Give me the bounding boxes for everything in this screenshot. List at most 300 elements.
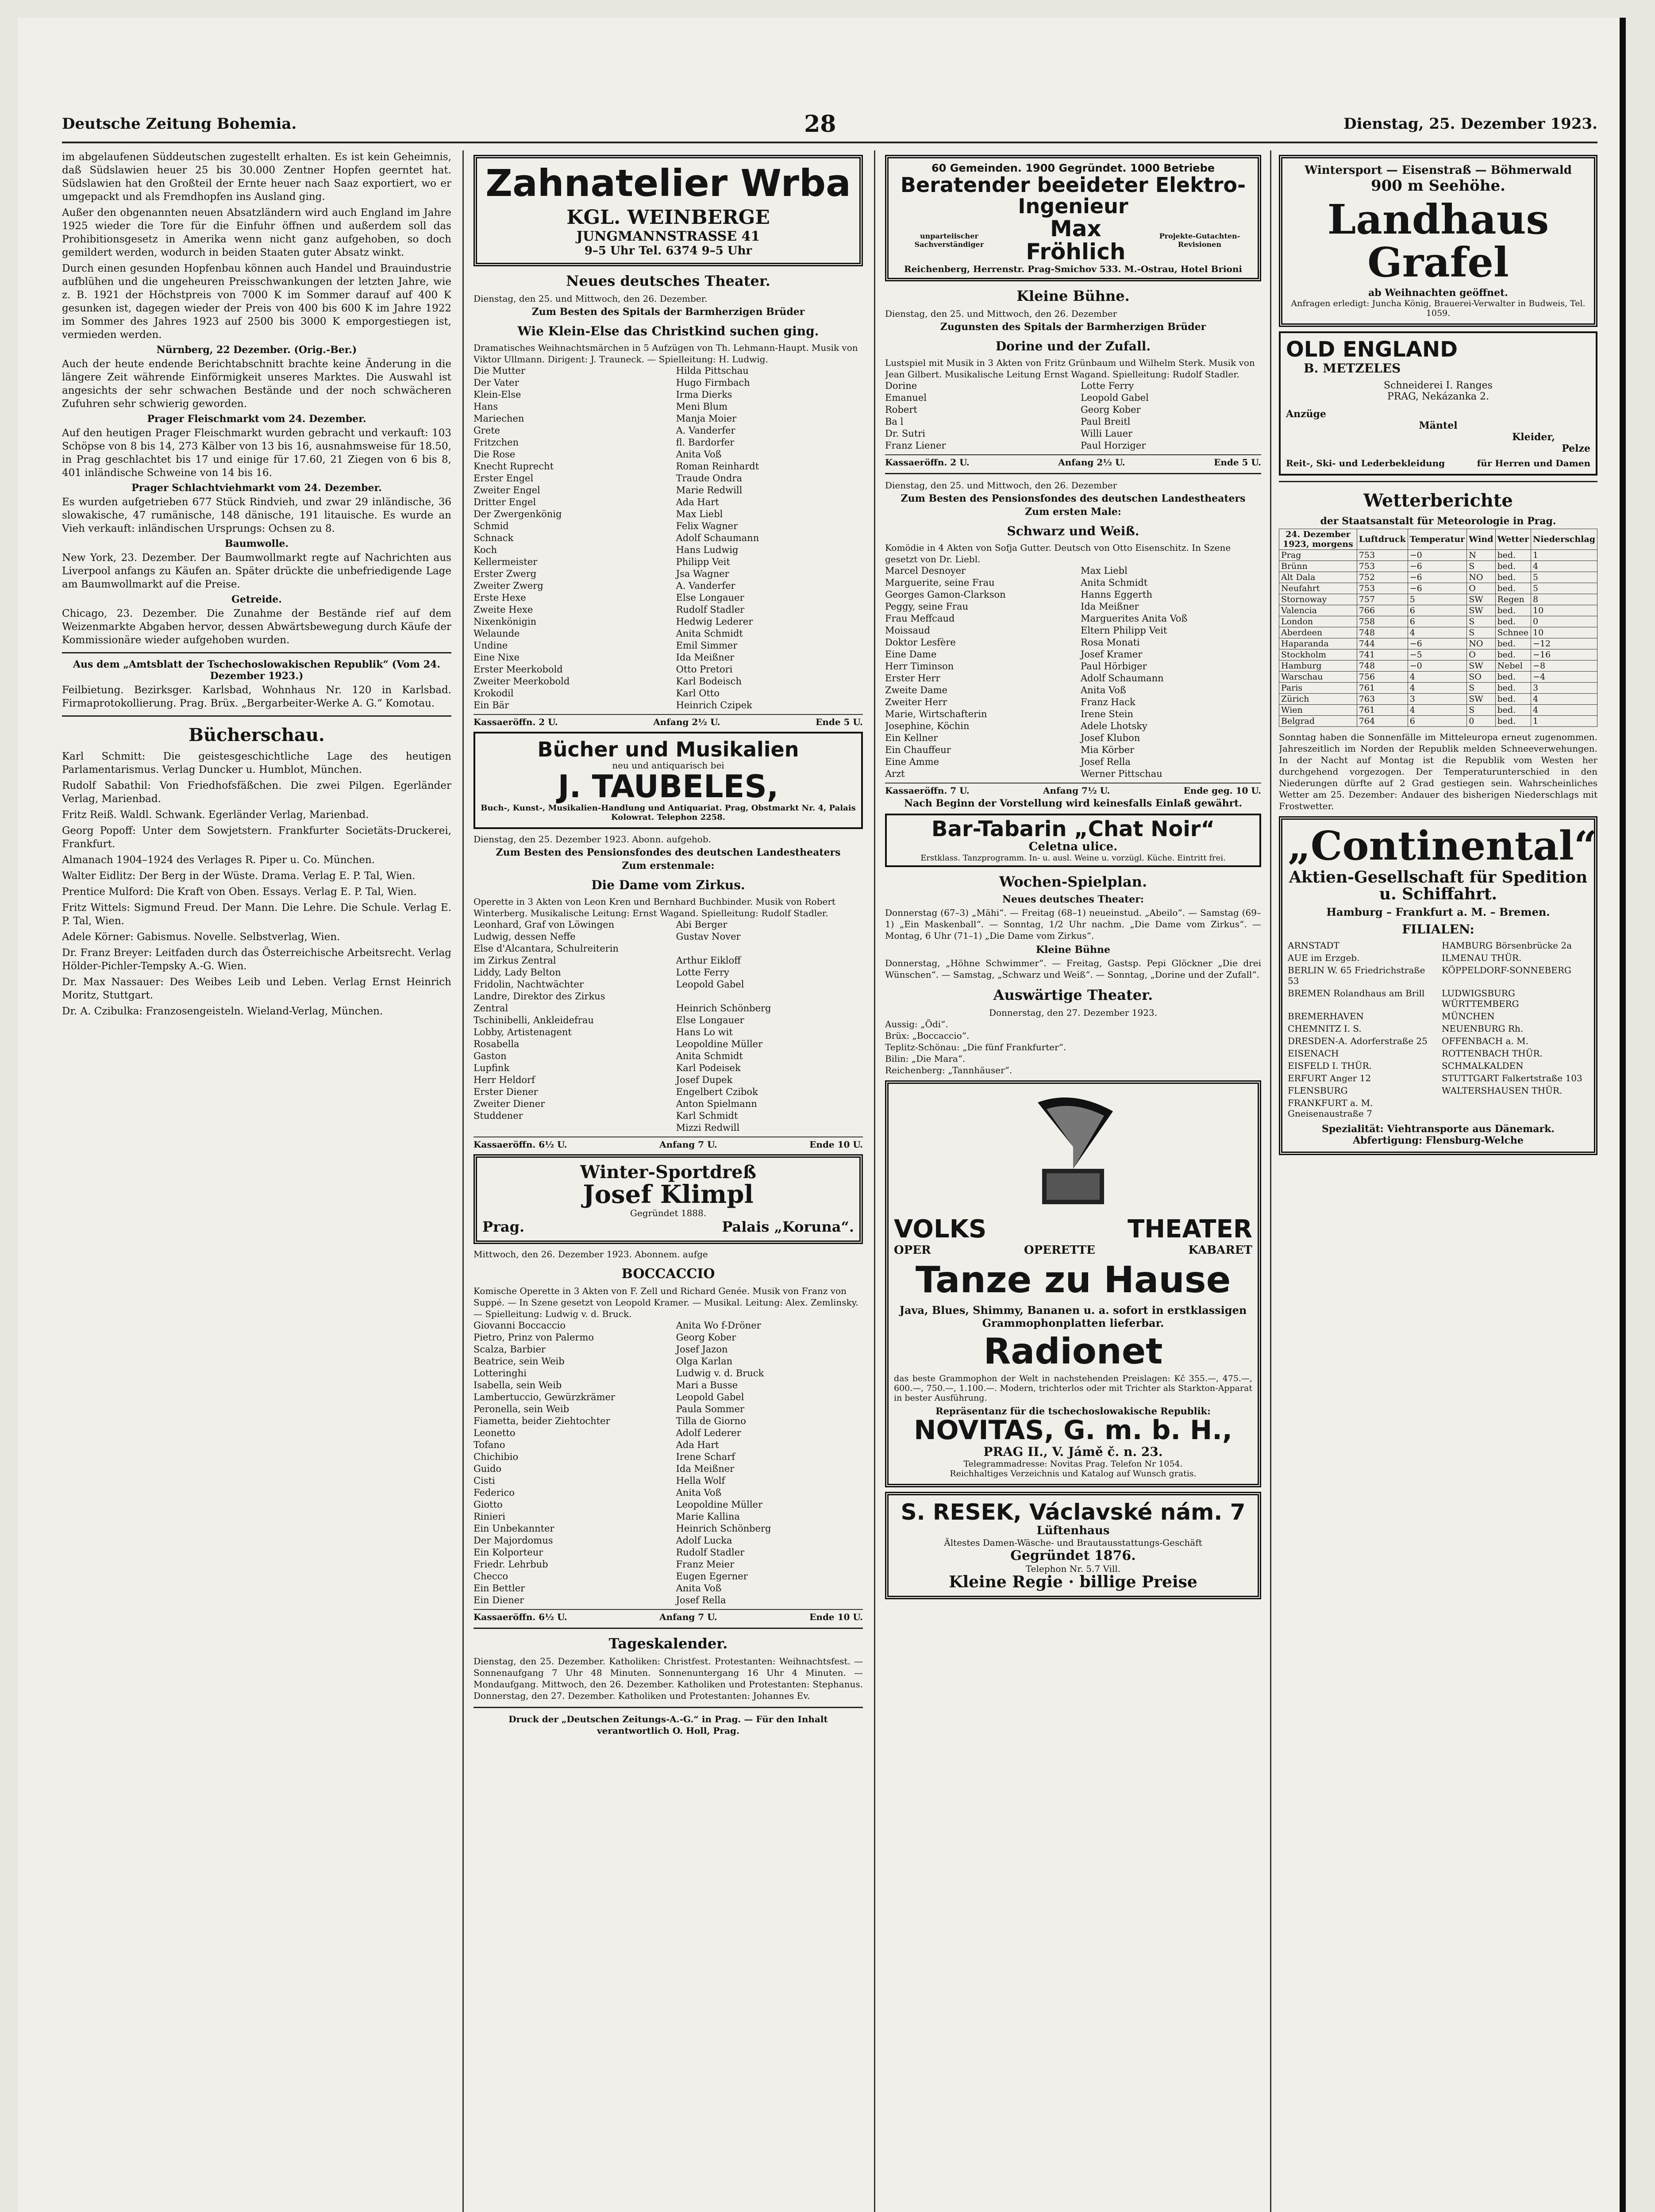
cast-role: Federico	[473, 1487, 515, 1498]
weather-cell: Wien	[1279, 704, 1357, 715]
cast-actor: Werner Pittschau	[1081, 768, 1162, 779]
weather-cell: 3	[1531, 682, 1597, 693]
cast-actor: Philipp Veit	[676, 557, 730, 568]
cast-role: Eine Amme	[885, 756, 939, 767]
cast-actor: Marguerites Anita Voß	[1081, 613, 1188, 624]
weather-text: Sonntag haben die Sonnenfälle im Mitteleuropa erneut zugenommen. Jahreszeitlich im Norden der Republik melden Schneeverwehungen. In der Nacht auf Montag ist die Republik vom Westen her durchgehend vorgezogen. Der Temperaturunterschied in den Niederungen dürfte auf 2 Grad gestiegen sein. Wahrscheinliches Wetter am 25. Dezember: Andauer des bisherigen Niederschlags mit Frostwetter.	[1279, 731, 1597, 811]
branch-item: ERFURT Anger 12	[1288, 1072, 1371, 1083]
cast-role: Erster Meerkobold	[473, 664, 563, 675]
cast-actor: Abi Berger	[676, 919, 727, 930]
ad-line: Abfertigung: Flensburg-Welche	[1353, 1134, 1524, 1146]
weather-cell: bed.	[1495, 682, 1531, 693]
weather-cell: Alt Dala	[1279, 572, 1357, 583]
cast-actor: Paul Hörbiger	[1081, 661, 1147, 672]
section-heading: Aus dem „Amtsblatt der Tschechoslowakischen Republik“ (Vom 24. Dezember 1923.)	[73, 659, 441, 682]
calendar-text: Dienstag, den 25. Dezember. Katholiken: Christfest. Protestanten: Weihnachtsfest. — Sonnenaufgang 7 Uhr 48 Minuten. Sonnenuntergang 16 Uhr 4 Minuten. — Mondaufgang. Mittwoch, den 26. Dezember. Katholiken und Protestanten: Stephanus. Donnerstag, den 27. Dezember. Katholiken und Protestanten: Johannes Ev.	[473, 1655, 863, 1701]
performance-times	[885, 454, 1261, 468]
ad-line: JUNGMANNSTRASSE 41	[576, 229, 760, 245]
weather-header: Luftdruck	[1357, 529, 1408, 549]
cast-actor: Marie Redwill	[676, 485, 743, 496]
performance-times	[473, 714, 863, 727]
cast-row	[885, 649, 1261, 661]
cast-row	[473, 943, 863, 955]
cast-row	[473, 1391, 863, 1403]
weather-cell: 748	[1357, 660, 1408, 671]
cast-role: Scalza, Barbier	[473, 1344, 546, 1355]
branch-item: SCHMALKALDEN	[1442, 1060, 1524, 1071]
start-time: Anfang 7 U.	[659, 1139, 717, 1150]
box-office-time: Kassaeröffn. 2 U.	[885, 457, 970, 468]
ad-name: S. RESEK, Václavské nám. 7	[901, 1499, 1246, 1525]
theater-date: Mittwoch, den 26. Dezember 1923. Abonnem. aufge	[473, 1248, 708, 1260]
weather-cell: 4	[1531, 561, 1597, 572]
premiere-label: Zum erstenmale:	[622, 860, 715, 872]
weather-cell: 761	[1357, 682, 1408, 693]
cast-role: Dr. Sutri	[885, 428, 926, 439]
branch-item: ROTTENBACH THÜR.	[1442, 1048, 1543, 1059]
weather-cell: bed.	[1495, 572, 1531, 583]
weather-cell: Paris	[1279, 682, 1357, 693]
out-of-town-title: Auswärtige Theater.	[993, 986, 1153, 1003]
cast-actor: Anita Voß	[676, 1487, 722, 1498]
ad-line: Lüftenhaus	[1036, 1524, 1110, 1537]
cast-role: Hans	[473, 401, 498, 412]
theater-date: Dienstag, den 25. Dezember 1923. Abonn. aufgehob.	[473, 833, 712, 845]
cast-role: Ludwig, dessen Neffe	[473, 931, 576, 942]
book-entry: Rudolf Sabathil: Von Friedhofsfäßchen. Die zwei Pilgen. Egerländer Verlag, Marienbad.	[62, 780, 451, 805]
cast-row	[473, 1320, 863, 1332]
cast-role: Zentral	[473, 1002, 508, 1014]
cast-role: Lambertuccio, Gewürzkrämer	[473, 1391, 615, 1402]
branch-item: EISFELD I. THÜR.	[1288, 1060, 1372, 1071]
cast-actor: Anita Voß	[676, 449, 722, 460]
weather-date-header: 24. Dezember 1923, morgens	[1279, 529, 1357, 549]
ad-line: Spezialität: Viehtransporte aus Dänemark.	[1322, 1123, 1555, 1135]
cast-role: Dritter Engel	[473, 497, 536, 508]
weather-cell: S	[1467, 561, 1495, 572]
cast-actor: Josef Rella	[1081, 756, 1131, 767]
ad-line: Repräsentanz für die tschechoslowakische Republik:	[935, 1406, 1211, 1417]
weather-cell: London	[1279, 616, 1357, 627]
weather-cell: −5	[1408, 649, 1466, 660]
ad-chat-noir	[885, 814, 1261, 867]
cast-role: Lobby, Artistenagent	[473, 1026, 572, 1037]
ad-line: 9–5 Uhr Tel. 6374 9–5 Uhr	[584, 244, 752, 258]
weather-cell: −16	[1531, 649, 1597, 660]
weekly-program-subtitle: Neues deutsches Theater:	[1002, 893, 1144, 905]
cast-row	[473, 628, 863, 640]
ad-item: Kleider,	[1512, 431, 1555, 443]
cast-row	[473, 532, 863, 544]
cast-role: Peggy, seine Frau	[885, 601, 969, 612]
cast-row	[885, 708, 1261, 720]
cast-role: Peronella, sein Weib	[473, 1403, 570, 1414]
ad-line: Ältestes Damen-Wäsche- und Brautausstattungs-Geschäft	[944, 1537, 1202, 1548]
cast-list	[473, 919, 863, 1134]
divider	[1279, 481, 1597, 482]
ad-line: Hamburg – Frankfurt a. M. – Bremen.	[1326, 905, 1550, 918]
weather-cell: 4	[1531, 693, 1597, 704]
cast-actor: Karl Podeisek	[676, 1062, 741, 1073]
weather-cell: Prag	[1279, 549, 1357, 561]
cast-list	[885, 565, 1261, 780]
cast-role: Erster Engel	[473, 473, 534, 484]
cast-role: Die Mutter	[473, 365, 526, 376]
cast-row	[473, 1439, 863, 1451]
weather-row	[1279, 671, 1597, 682]
cast-role: Knecht Ruprecht	[473, 461, 554, 472]
weather-cell: Neufahrt	[1279, 583, 1357, 594]
weather-cell: Belgrad	[1279, 715, 1357, 726]
weather-row	[1279, 583, 1597, 594]
divider	[62, 715, 451, 717]
weather-cell: −12	[1531, 638, 1597, 649]
cast-row	[473, 1367, 863, 1379]
cast-row	[473, 979, 863, 991]
cast-actor: Olga Karlan	[676, 1356, 733, 1367]
section-heading: Getreide.	[231, 594, 282, 605]
cast-actor: Leopoldine Müller	[676, 1038, 763, 1049]
article-paragraph: Feilbietung. Bezirksger. Karlsbad, Wohnhaus Nr. 120 in Karlsbad. Firmaprotokollierung. Prag. Brüx. „Bergarbeiter-Werke A. G.“ Komotau.	[62, 684, 451, 709]
performance-times	[885, 783, 1261, 796]
ad-line: Anfragen erledigt: Juncha König, Brauerei-Verwalter in Budweis, Tel. 1059.	[1291, 299, 1586, 319]
cast-role: Cisti	[473, 1475, 495, 1486]
cast-role: Koch	[473, 545, 497, 556]
ad-line: Celetna ulice.	[1028, 840, 1118, 853]
cast-actor: Ida Meißner	[676, 652, 735, 663]
cast-role: Herr Timinson	[885, 661, 954, 672]
cast-row	[473, 425, 863, 437]
weather-cell: 10	[1531, 627, 1597, 638]
ad-frohlich	[885, 155, 1261, 281]
out-of-town-item: Aussig: „Ödi“.	[885, 1018, 948, 1029]
cast-row	[885, 428, 1261, 440]
ad-line: B. METZELES	[1304, 361, 1401, 376]
cast-role: Gaston	[473, 1050, 507, 1061]
article-paragraph: Außer den obgenannten neuen Absatzländern wird auch England im Jahre 1925 wieder die Tore für die Einfuhr öffnen und außerdem soll das Prohibitionsgesetz in Amerika wenn nicht ganz aufgehoben, so doch gemildert werden, wodurch in beiden Staaten guter Absatz winkt.	[62, 207, 451, 258]
book-entry: Fritz Wittels: Sigmund Freud. Der Mann. Die Lehre. Die Schule. Verlag E. P. Tal, Wien.	[62, 902, 451, 927]
cast-actor: A. Vanderfer	[676, 425, 735, 436]
ad-line: ab Weihnachten geöffnet.	[1368, 287, 1508, 299]
ad-title: OLD ENGLAND	[1286, 337, 1458, 362]
cast-actor: Mizzi Redwill	[676, 1122, 740, 1133]
cast-row	[885, 696, 1261, 708]
cast-actor: Else Longauer	[676, 592, 744, 603]
weather-row	[1279, 616, 1597, 627]
ad-title: Bar-Tabarin „Chat Noir“	[931, 816, 1215, 841]
cast-role: Leonetto	[473, 1427, 516, 1438]
play-description: Dramatisches Weihnachtsmärchen in 5 Aufzügen von Th. Lehmann-Haupt. Musik von Viktor Ullmann. Dirigent: J. Trauneck. — Spielleitung: H. Ludwig.	[473, 342, 858, 365]
ad-word: OPER	[894, 1243, 931, 1257]
cast-row	[473, 652, 863, 664]
cast-row	[473, 676, 863, 687]
weather-row	[1279, 660, 1597, 671]
ad-line: Schneiderei I. Ranges	[1384, 380, 1493, 391]
cast-actor: Anita Voß	[676, 1582, 722, 1594]
ad-row	[1286, 458, 1590, 469]
cast-actor: Adolf Schaumann	[676, 533, 759, 544]
cast-role: Lupfink	[473, 1062, 510, 1073]
cast-row	[885, 720, 1261, 732]
cast-row	[473, 616, 863, 628]
cast-row	[473, 1344, 863, 1356]
cast-actor: Anita Wo f-Dröner	[676, 1320, 761, 1331]
cast-actor: Anita Schmidt	[676, 1050, 743, 1061]
cast-list	[473, 1320, 863, 1606]
weather-cell: −8	[1531, 660, 1597, 671]
issue-date: Dienstag, 25. Dezember 1923.	[1343, 115, 1597, 133]
branch-item: STUTTGART Falkertstraße 103	[1442, 1072, 1582, 1083]
weather-cell: Nebel	[1495, 660, 1531, 671]
cast-actor: Anita Schmidt	[1081, 577, 1148, 588]
weather-cell: 761	[1357, 704, 1408, 715]
cast-row	[473, 1594, 863, 1606]
out-of-town-item: Teplitz-Schönau: „Die fünf Frankfurter“.	[885, 1041, 1066, 1052]
cast-role: Marie, Wirtschafterin	[885, 708, 987, 719]
cast-actor: Rosa Monati	[1081, 637, 1140, 648]
ad-item: für Herren und Damen	[1477, 457, 1590, 469]
column-rule	[1270, 150, 1271, 2212]
weather-subtitle: der Staatsanstalt für Meteorologie in Prag.	[1320, 515, 1556, 527]
ad-line: Telegrammadresse: Novitas Prag. Telefon Nr 1054.	[963, 1459, 1183, 1469]
cast-actor: Anita Schmidt	[676, 628, 743, 639]
cast-row	[473, 1571, 863, 1582]
theater-benefit: Zum Besten des Spitals der Barmherzigen Brüder	[531, 306, 805, 318]
cast-role: Mariechen	[473, 413, 524, 424]
ad-line: Buch-, Kunst-, Musikalien-Handlung und Antiquariat. Prag, Obstmarkt Nr. 4, Palais Kolowrat. Telephon 2258.	[481, 803, 856, 822]
cast-row	[473, 1332, 863, 1344]
cast-actor: Traude Ondra	[676, 473, 742, 484]
cast-actor: Hedwig Lederer	[676, 616, 753, 627]
cast-row	[473, 1499, 863, 1511]
weather-table-body	[1279, 549, 1597, 726]
article-paragraph: Es wurden aufgetrieben 677 Stück Rindvieh, und zwar 29 inländische, 36 slowakische, 47 rumänische, 148 dänische, 191 litauische. Es wurde an Vieh verkauft: inländischen Ursprungs: Ochsen zu 8.	[62, 496, 451, 534]
divider	[473, 1628, 863, 1629]
play-description: Komische Operette in 3 Akten von F. Zell und Richard Genée. Musik von Franz von Suppé. — In Szene gesetzt von Leopold Kramer. — Musikal. Leitung: Alex. Zemlinsky. — Spielleitung: Ludwig v. d. Bruck.	[473, 1285, 858, 1319]
section-heading: Nürnberg, 22 Dezember. (Orig.-Ber.)	[156, 344, 357, 356]
branch-item: BREMEN Rolandhaus am Brill	[1288, 987, 1425, 998]
cast-row	[473, 1038, 863, 1050]
weather-cell: bed.	[1495, 583, 1531, 594]
gramophone-icon	[1007, 1094, 1139, 1209]
ad-line: PRAG, Nekázanka 2.	[1387, 391, 1490, 402]
play-description: Komödie in 4 Akten von Sofja Gutter. Deutsch von Otto Eisenschitz. In Szene gesetzt von Dr. Liebl.	[885, 542, 1231, 565]
cast-actor: Jsa Wagner	[676, 568, 729, 580]
ad-line: Telephon Nr. 5.7 Vill.	[1025, 1563, 1121, 1574]
branch-item: EISENACH	[1288, 1048, 1339, 1059]
box-office-time: Kassaeröffn. 2 U.	[473, 717, 558, 728]
cast-role: Ein Chauffeur	[885, 744, 951, 755]
cast-role: Moissaud	[885, 625, 930, 636]
box-office-time: Kassaeröffn. 7 U.	[885, 785, 970, 796]
ad-line: Projekte-Gutachten-Revisionen	[1159, 232, 1240, 249]
cast-row	[473, 1451, 863, 1463]
weather-cell: −6	[1408, 638, 1466, 649]
ad-title: Bücher und Musikalien	[537, 737, 799, 762]
ad-line: FILIALEN:	[1402, 922, 1474, 937]
weather-cell: Regen	[1495, 594, 1531, 605]
ad-name: Josef Klimpl	[583, 1179, 754, 1209]
weather-cell: −6	[1408, 572, 1466, 583]
cast-row	[473, 389, 863, 401]
cast-actor: Adele Lhotsky	[1081, 720, 1147, 731]
weather-row	[1279, 649, 1597, 660]
cast-row	[885, 440, 1261, 452]
cast-row	[885, 768, 1261, 780]
cast-role: Erster Diener	[473, 1086, 538, 1097]
theater-date: Dienstag, den 25. und Mittwoch, den 26. Dezember.	[473, 293, 708, 304]
weather-row	[1279, 693, 1597, 704]
cast-actor: Else Longauer	[676, 1014, 744, 1025]
cast-row	[473, 967, 863, 979]
end-time: Ende 10 U.	[809, 1139, 863, 1150]
cast-role: Ein Unbekannter	[473, 1523, 554, 1534]
cast-role: Robert	[885, 404, 917, 415]
cast-actor: Josef Rella	[676, 1594, 726, 1605]
theater-benefit: Zugunsten des Spitals der Barmherzigen Brüder	[940, 321, 1206, 333]
weather-row	[1279, 549, 1597, 561]
weather-cell: 5	[1531, 583, 1597, 594]
weather-cell: Warschau	[1279, 671, 1357, 682]
ad-title-word: VOLKS	[894, 1214, 987, 1244]
branch-item: FRANKFURT a. M. Gneisenaustraße 7	[1288, 1097, 1373, 1119]
play-title: Wie Klein-Else das Christkind suchen ging.	[517, 324, 819, 339]
cast-actor: Ludwig v. d. Bruck	[676, 1367, 764, 1379]
cast-role: Beatrice, sein Weib	[473, 1356, 565, 1367]
play-title: Dorine und der Zufall.	[995, 338, 1151, 353]
cast-actor	[676, 991, 863, 1002]
weather-cell: bed.	[1495, 671, 1531, 682]
cast-row	[473, 1511, 863, 1523]
cast-role: Georges Gamon-Clarkson	[885, 589, 1006, 600]
weather-row	[1279, 561, 1597, 572]
weather-cell: bed.	[1495, 649, 1531, 660]
cast-actor: Georg Kober	[1081, 404, 1141, 415]
cast-row	[473, 699, 863, 711]
cast-actor: Ada Hart	[676, 497, 719, 508]
weather-row	[1279, 627, 1597, 638]
cast-row	[473, 1002, 863, 1014]
weather-row	[1279, 704, 1597, 715]
admission-note: Nach Beginn der Vorstellung wird keinesfalls Einlaß gewährt.	[904, 797, 1243, 809]
cast-role: Josephine, Köchin	[885, 720, 970, 731]
cast-actor: Eltern Philipp Veit	[1081, 625, 1167, 636]
weather-cell: 744	[1357, 638, 1408, 649]
theater-date: Dienstag, den 25. und Mittwoch, den 26. Dezember	[885, 480, 1117, 491]
branch-item: AUE im Erzgeb.	[1288, 952, 1360, 963]
cast-row	[473, 1427, 863, 1439]
weather-header: Wind	[1467, 529, 1495, 549]
cast-actor: Heinrich Schönberg	[676, 1002, 771, 1014]
cast-role: Ein Diener	[473, 1594, 524, 1605]
weather-cell: bed.	[1495, 704, 1531, 715]
ad-item: Pelze	[1562, 442, 1590, 454]
article-paragraph: Durch einen gesunden Hopfenbau können auch Handel und Brauindustrie aufblühen und die ungeheuren Preisschwankungen der letzten Jahre, wie z. B. 1921 der Höchstpreis von 7000 K im Sommer darauf auf 400 K gesunken ist, dagegen wieder der Preis von 400 bis 600 K im Jahre 1922 im Sommer des Jahres 1923 auf 2500 bis 3000 K emporgestiegen ist, vermieden werden.	[62, 263, 451, 341]
cast-row	[473, 520, 863, 532]
weather-row	[1279, 682, 1597, 693]
ad-line: PRAG II., V. Jámě č. n. 23.	[983, 1444, 1163, 1459]
cast-role: Welaunde	[473, 628, 520, 639]
theater-title: Neues deutsches Theater.	[566, 273, 770, 290]
weather-cell: 6	[1408, 605, 1466, 616]
cast-actor: Paul Horziger	[1081, 440, 1146, 451]
cast-role: Landre, Direktor des Zirkus	[473, 991, 605, 1002]
play-title: BOCCACCIO	[621, 1266, 715, 1282]
ad-name: Max Fröhlich	[1026, 215, 1126, 265]
weather-cell: Zürich	[1279, 693, 1357, 704]
ad-line: 60 Gemeinden. 1900 Gegründet. 1000 Betriebe	[931, 162, 1215, 174]
cast-role: Undine	[473, 640, 508, 651]
weekly-program-text: Donnerstag (67–3) „Mähi“. — Freitag (68–1) neueinstud. „Abeilo“. — Samstag (69–1) „Ein Maskenball“. — Sonntag, 1/2 Uhr nachm. „Die Dame vom Zirkus“. — Montag, 6 Uhr (71–1) „Die Dame vom Zirkus“.	[885, 907, 1261, 941]
cast-row	[473, 592, 863, 604]
weather-cell: bed.	[1495, 638, 1531, 649]
cast-actor: Rudolf Stadler	[676, 1547, 745, 1558]
play-description: Lustspiel mit Musik in 3 Akten von Fritz Grünbaum und Wilhelm Sterk. Musik von Jean Gilbert. Musikalische Leitung Ernst Wagand. Spielleitung: Rudolf Stadler.	[885, 357, 1255, 380]
ad-item: Anzüge	[1286, 408, 1326, 420]
section-title-books: Bücherschau.	[189, 725, 325, 745]
weather-title: Wetterberichte	[1363, 490, 1513, 511]
book-entry: Karl Schmitt: Die geistesgeschichtliche Lage des heutigen Parlamentarismus. Verlag Duncker u. Humblot, München.	[62, 751, 451, 776]
cast-role	[473, 1122, 676, 1134]
weather-cell: bed.	[1495, 561, 1531, 572]
cast-row	[473, 1523, 863, 1535]
cast-actor: Georg Kober	[676, 1332, 736, 1343]
cast-role: Ein Bettler	[473, 1582, 525, 1594]
cast-role: Erste Hexe	[473, 592, 526, 603]
branch-item: CHEMNITZ I. S.	[1288, 1023, 1362, 1034]
weather-cell: −0	[1408, 660, 1466, 671]
cast-role: Zweiter Herr	[885, 696, 947, 707]
cast-row	[885, 380, 1261, 392]
cast-row	[473, 1026, 863, 1038]
weather-cell: bed.	[1495, 693, 1531, 704]
cast-role: Friedr. Lehrbub	[473, 1559, 548, 1570]
cast-role: Frau Meffcaud	[885, 613, 955, 624]
cast-actor	[676, 943, 863, 955]
cast-actor: Hilda Pittschau	[676, 365, 749, 376]
weather-header: Temperatur	[1408, 529, 1466, 549]
cast-row	[473, 580, 863, 592]
weather-cell: 753	[1357, 549, 1408, 561]
cast-row	[473, 1062, 863, 1074]
column-2	[473, 150, 863, 2212]
weather-cell: Stornoway	[1279, 594, 1357, 605]
cast-row	[473, 1014, 863, 1026]
ad-continental	[1279, 816, 1597, 1155]
ad-title: „Continental“	[1288, 822, 1597, 869]
cast-row	[473, 931, 863, 943]
weather-cell: O	[1467, 649, 1495, 660]
ad-line: 900 m Seehöhe.	[1370, 177, 1506, 195]
cast-row	[473, 1487, 863, 1499]
weather-cell: −6	[1408, 561, 1466, 572]
book-entry: Dr. Max Nassauer: Des Weibes Leib und Leben. Verlag Ernst Heinrich Moritz, Stuttgart.	[62, 976, 451, 1001]
cast-row	[885, 589, 1261, 601]
cast-actor: Hans Lo wit	[676, 1026, 733, 1037]
cast-row	[473, 413, 863, 425]
book-entry: Dr. Franz Breyer: Leitfaden durch das Österreichische Arbeitsrecht. Verlag Hölder-Pichler-Tempsky A.-G. Wien.	[62, 947, 451, 972]
ad-name: J. TAUBELES,	[558, 768, 779, 805]
cast-actor: Max Liebl	[676, 509, 723, 520]
weather-cell: 752	[1357, 572, 1408, 583]
ad-line: neu und antiquarisch bei	[612, 760, 724, 771]
book-entry: Prentice Mulford: Die Kraft von Oben. Essays. Verlag E. P. Tal, Wien.	[62, 886, 417, 898]
cast-role: Checco	[473, 1571, 508, 1582]
cast-actor: Irene Stein	[1081, 708, 1133, 719]
cast-role: Schmid	[473, 521, 509, 532]
out-of-town-item: Bilin: „Die Mara“.	[885, 1053, 966, 1064]
ad-klimpl	[473, 1154, 863, 1244]
